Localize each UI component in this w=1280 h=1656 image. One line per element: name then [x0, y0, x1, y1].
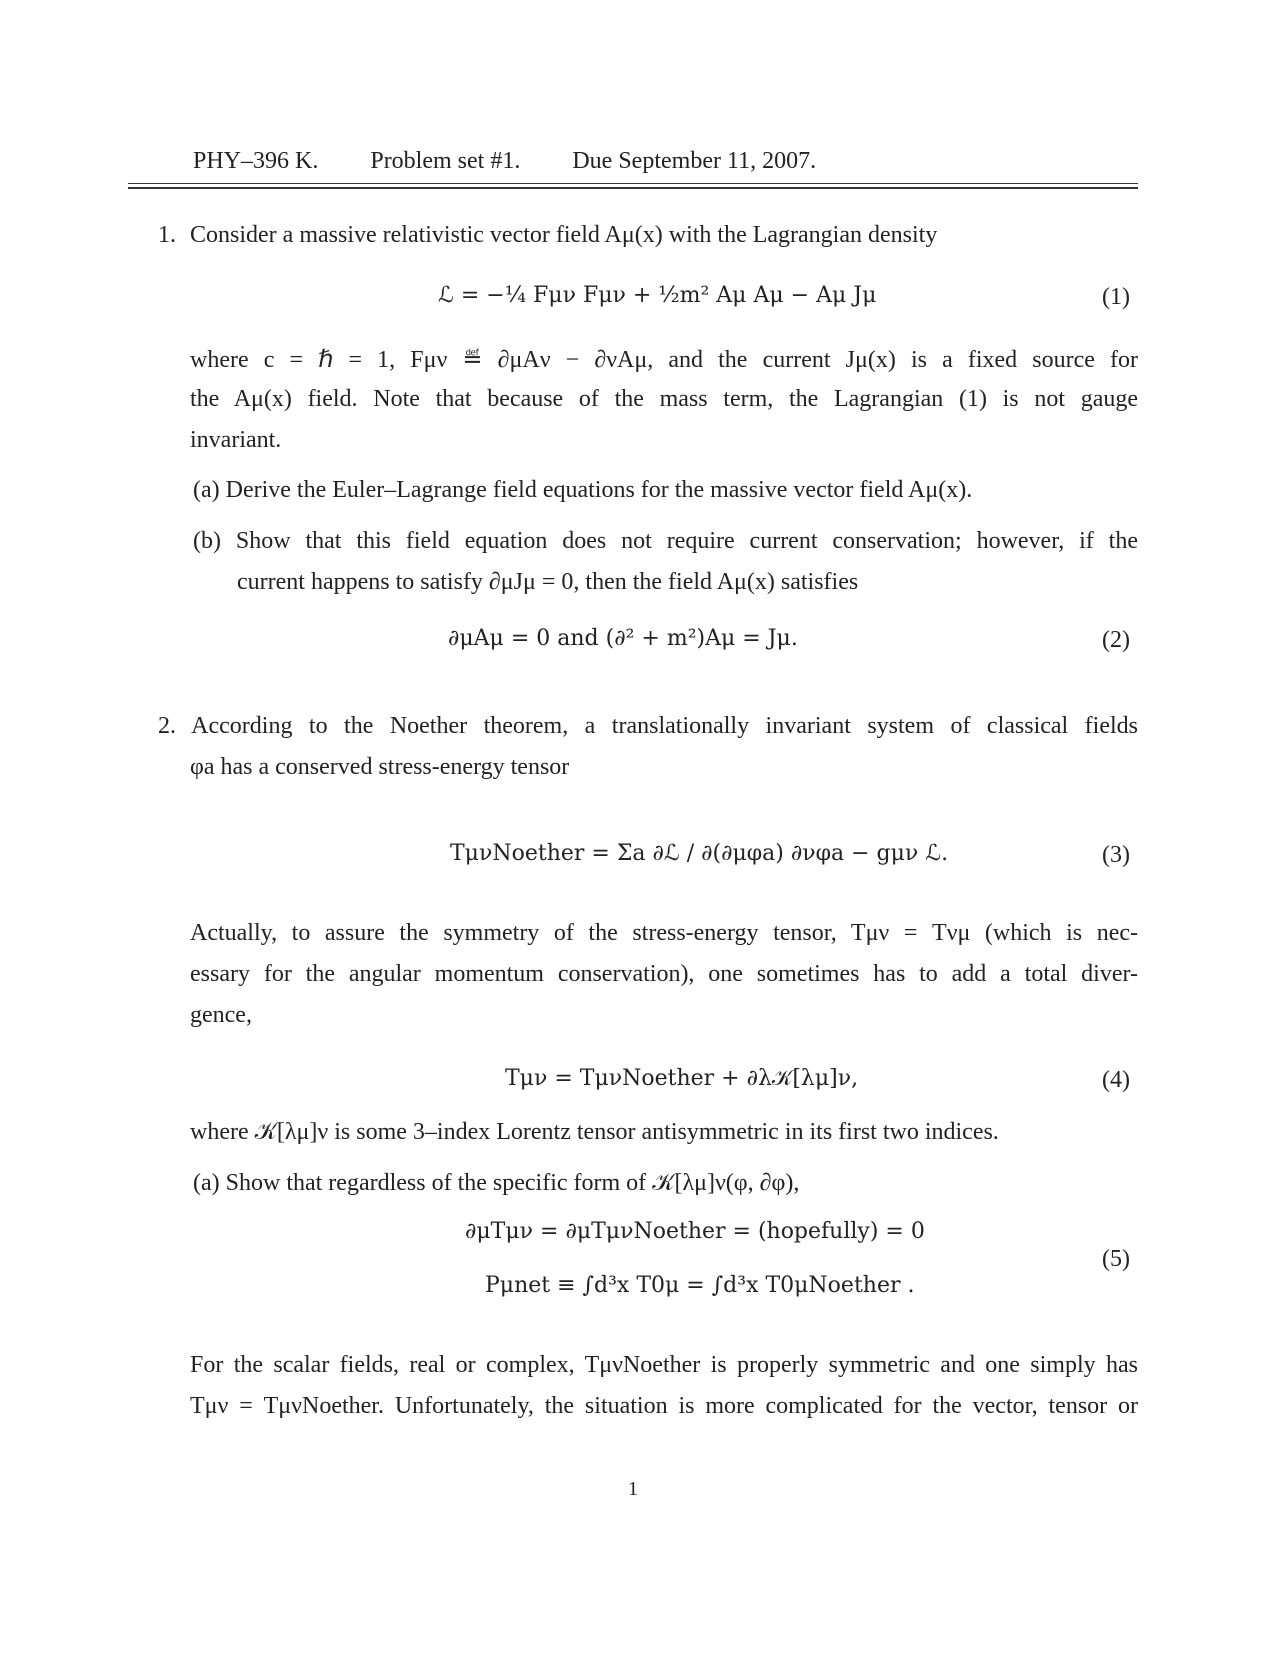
equation-2: ∂μAμ = 0 and (∂² + m²)Aμ = Jμ. — [448, 626, 798, 651]
problem-2-text-line-1: Actually, to assure the symmetry of the stress-energy tensor, Tμν = Tνμ (which is nec- — [190, 920, 1138, 946]
problem-2-part-a: (a) Show that regardless of the specific form of 𝒦[λμ]ν(φ, ∂φ), — [193, 1170, 800, 1196]
equation-5-number: (5) — [1102, 1246, 1130, 1272]
problem-1-number: 1. — [158, 222, 176, 248]
equation-3: TμνNoether = Σa ∂ℒ / ∂(∂μφa) ∂νφa − gμν ℒ. — [450, 841, 949, 866]
header-rule-top — [128, 183, 1138, 184]
problem-2-text-line-3: gence, — [190, 1002, 252, 1028]
equation-1-number: (1) — [1102, 284, 1130, 310]
equation-4-number: (4) — [1102, 1067, 1130, 1093]
problem-2-text-line-2: essary for the angular momentum conservation), one sometimes has to add a total diver- — [190, 961, 1138, 987]
page-number: 1 — [628, 1478, 638, 1500]
problem-1-part-b-line-2: current happens to satisfy ∂μJμ = 0, then the field Aμ(x) satisfies — [237, 569, 859, 595]
problem-1-intro: Consider a massive relativistic vector field Aμ(x) with the Lagrangian density — [190, 222, 938, 248]
problem-1-part-a: (a) Derive the Euler–Lagrange field equations for the massive vector field Aμ(x). — [193, 477, 973, 503]
header — [193, 148, 816, 175]
problem-1-text-line-1: where c = ℏ = 1, Fμν ≝ ∂μAν − ∂νAμ, and the current Jμ(x) is a fixed source for — [190, 347, 1138, 373]
problem-1-part-b-line-1: (b) Show that this field equation does not require current conservation; however, if the — [193, 528, 1138, 554]
header-rule-bottom — [128, 187, 1138, 189]
problem-2-intro-line-2: φa has a conserved stress-energy tensor — [190, 754, 570, 780]
problem-1-text-line-3: invariant. — [190, 427, 282, 453]
course-label: PHY–396 K. — [193, 148, 319, 174]
problem-set-label: Problem set #1. — [370, 148, 521, 174]
due-date-label: Due September 11, 2007. — [572, 148, 817, 174]
equation-3-number: (3) — [1102, 842, 1130, 868]
equation-2-number: (2) — [1102, 627, 1130, 653]
equation-5-line-1: ∂μTμν = ∂μTμνNoether = (hopefully) = 0 — [465, 1219, 925, 1244]
problem-2-end-line-2: Tμν = TμνNoether. Unfortunately, the situation is more complicated for the vector, tensor or — [190, 1393, 1138, 1419]
problem-1-text-line-2: the Aμ(x) field. Note that because of the mass term, the Lagrangian (1) is not gauge — [190, 386, 1138, 412]
problem-2-end-line-1: For the scalar fields, real or complex, TμνNoether is properly symmetric and one simply has — [190, 1352, 1138, 1378]
equation-1: ℒ = −¼ Fμν Fμν + ½m² Aμ Aμ − Aμ Jμ — [438, 283, 877, 308]
problem-2-intro-line-1: 2. According to the Noether theorem, a translationally invariant system of classical fields — [158, 713, 1138, 739]
equation-4: Tμν = TμνNoether + ∂λ𝒦[λμ]ν, — [505, 1066, 859, 1091]
equation-5-line-2: Pμnet ≡ ∫d³x T0μ = ∫d³x T0μNoether . — [485, 1273, 915, 1298]
problem-2-after-eq-4: where 𝒦[λμ]ν is some 3–index Lorentz tensor antisymmetric in its first two indices. — [190, 1119, 999, 1145]
